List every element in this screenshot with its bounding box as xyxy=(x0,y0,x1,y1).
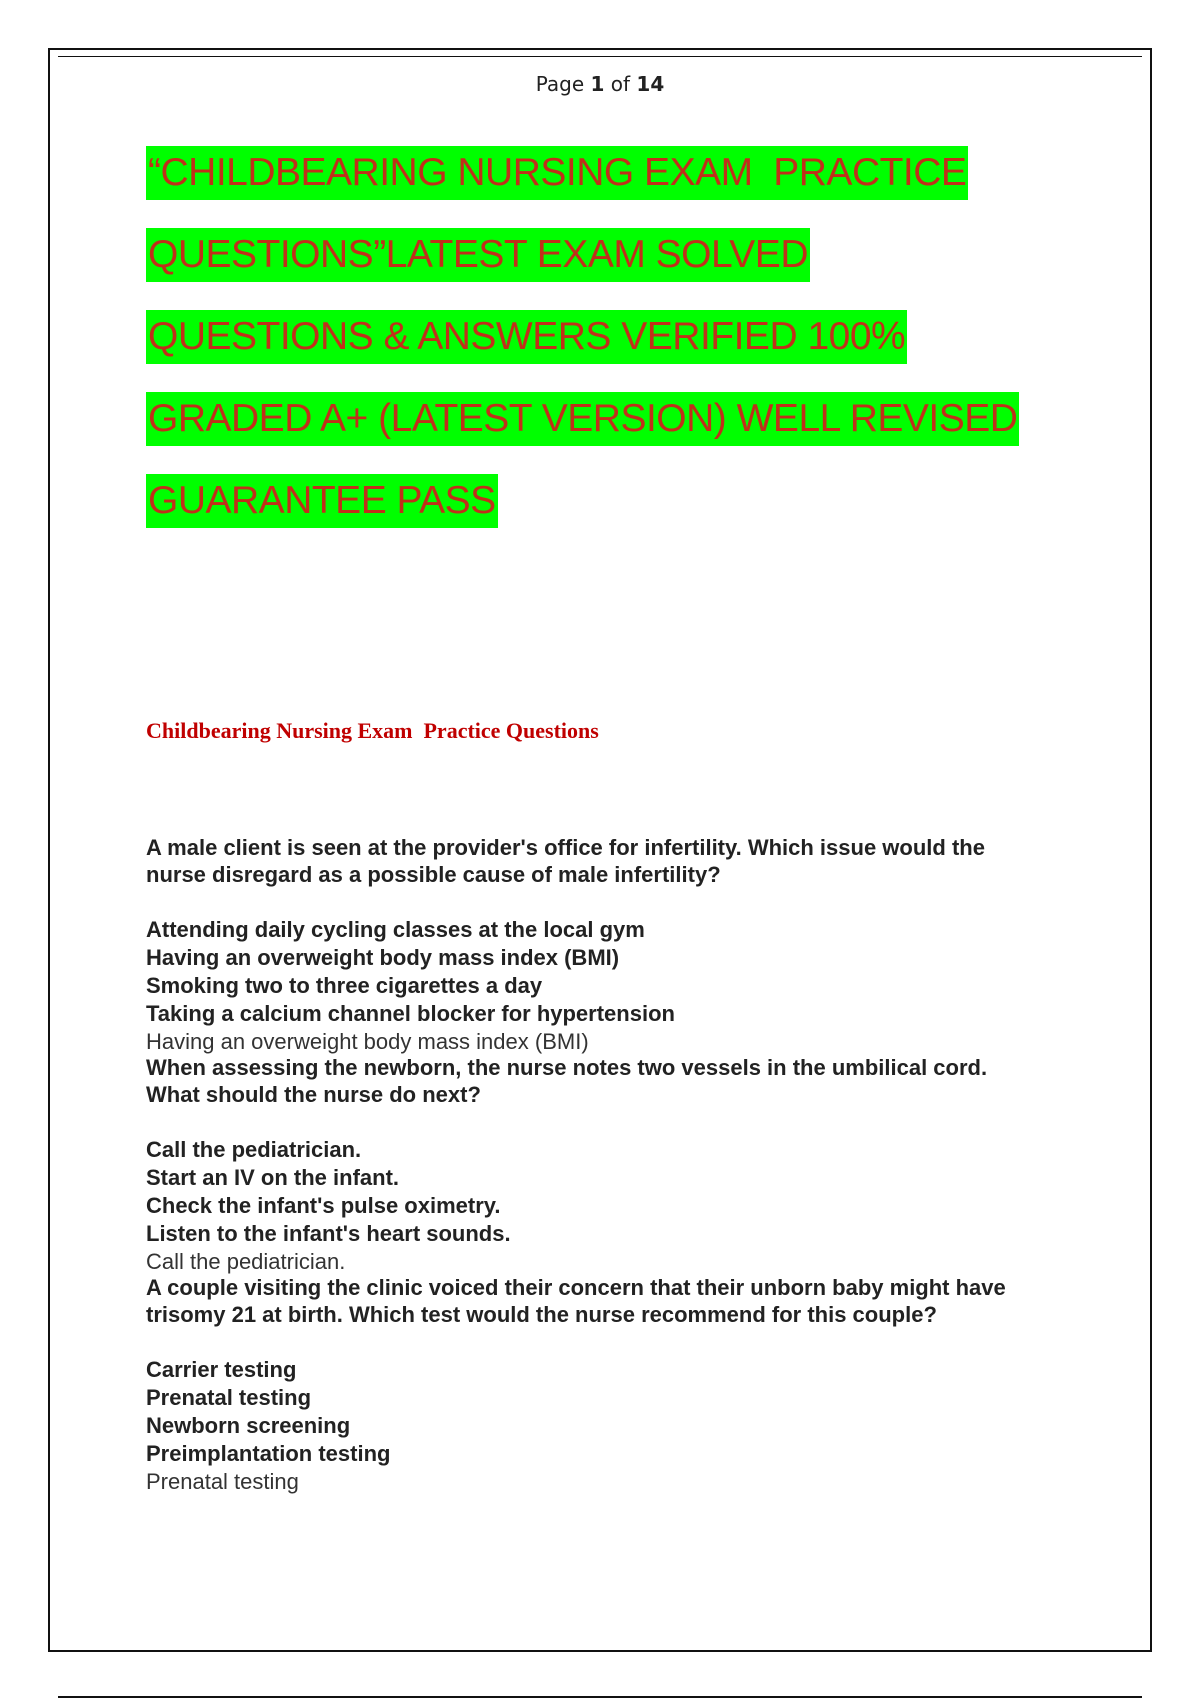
question-text: A male client is seen at the provider's office for infertility. Which issue would the nurse disregard as a possible cause of male infertility? xyxy=(146,835,985,887)
top-rule xyxy=(58,56,1142,57)
answer-text: Having an overweight body mass index (BMI) xyxy=(146,1029,589,1054)
page-of: of xyxy=(610,72,631,96)
title-line: “CHILDBEARING NURSING EXAM PRACTICE xyxy=(146,146,968,200)
option: Taking a calcium channel blocker for hypertension xyxy=(146,1001,675,1026)
question-text: A couple visiting the clinic voiced their concern that their unborn baby might have trisomy 21 at birth. Which test would the nurse recommend for this couple? xyxy=(146,1275,1006,1327)
question-text: When assessing the newborn, the nurse notes two vessels in the umbilical cord. What should the nurse do next? xyxy=(146,1055,988,1107)
option: Call the pediatrician. xyxy=(146,1137,362,1162)
title-line: GUARANTEE PASS xyxy=(146,474,498,528)
page-total: 14 xyxy=(636,72,665,96)
answer-text: Call the pediatrician. xyxy=(146,1249,346,1274)
answer-text: Prenatal testing xyxy=(146,1469,299,1494)
title-line: QUESTIONS & ANSWERS VERIFIED 100% xyxy=(146,310,907,364)
page-prefix: Page xyxy=(535,72,585,96)
title-line: QUESTIONS”LATEST EXAM SOLVED xyxy=(146,228,810,282)
bottom-rule xyxy=(58,1696,1142,1698)
question-block xyxy=(146,1274,1046,1496)
question-block xyxy=(146,1054,1046,1276)
option: Newborn screening xyxy=(146,1413,351,1438)
option: Carrier testing xyxy=(146,1357,297,1382)
option: Prenatal testing xyxy=(146,1385,312,1410)
option-list xyxy=(146,916,1046,1056)
option-list xyxy=(146,1356,1046,1496)
option: Check the infant's pulse oximetry. xyxy=(146,1193,501,1218)
question-block xyxy=(146,834,1046,1056)
option: Start an IV on the infant. xyxy=(146,1165,400,1190)
section-heading: Childbearing Nursing Exam Practice Questions xyxy=(146,718,599,743)
option: Listen to the infant's heart sounds. xyxy=(146,1221,511,1246)
page-current: 1 xyxy=(590,72,605,96)
document-title xyxy=(146,146,1046,556)
option: Attending daily cycling classes at the local gym xyxy=(146,917,645,942)
title-line: GRADED A+ (LATEST VERSION) WELL REVISED xyxy=(146,392,1019,446)
option-list xyxy=(146,1136,1046,1276)
option: Having an overweight body mass index (BMI) xyxy=(146,945,620,970)
option: Preimplantation testing xyxy=(146,1441,391,1466)
option: Smoking two to three cigarettes a day xyxy=(146,973,543,998)
page-number xyxy=(0,72,1200,96)
